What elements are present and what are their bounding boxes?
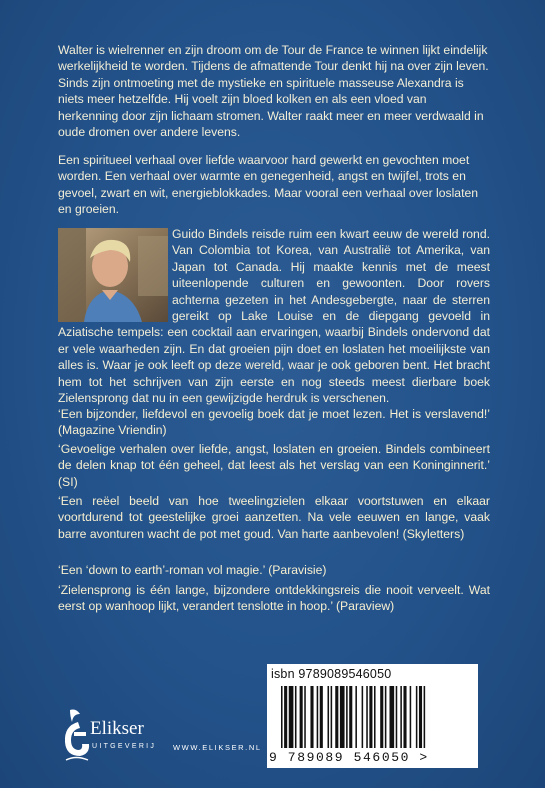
author-bio: Guido Bindels reisde ruim een kwart eeuw de wereld rond. Van Colombia tot Korea, van Australië tot Amerika, van Japan tot Canada. Hij maakte kennis met de meest uiteenlopende culturen en gewoonten. Door rovers achterna gezeten in het Andesgebergte, naar de sterren gereikt op Lake Louise en de diepgang gevoeld in Aziatische tempels: een cocktail aan ervaringen, waarbij Bindels ondervond dat er vele waarheden zijn. En dat groeien pijn doet en loslaten het moeilijkste van alles is. Waar je ook leeft op deze wereld, waar je ook geboren bent. Het bracht hem tot het schrijven van zijn eerste en nog steeds meest dierbare boek Zielensprong dat nu in een gewijzigde herdruk is verschenen. <box>58 227 490 406</box>
review-quote: ‘Zielensprong is één lange, bijzondere ontdekkingsreis die nooit verveelt. Wat eerst op wanhoop lijkt, verandert tenslotte in hoop.’ (Paraview) <box>58 583 490 614</box>
blurb-paragraph-1: Walter is wielrenner en zijn droom om de Tour de France te winnen lijkt eindelijk werkelijkheid te worden. Tijdens de afmattende Tour denkt hij na over zijn leven. Sinds zijn ontmoeting met de mystieke en spirituele masseuse Alexandra is niets meer hetzelfde. Hij voelt zijn bloed kolken en als een vloed van herkenning door zijn lichaam stromen. Walter raakt meer en meer verdwaald in oude dromen over andere levens. <box>58 43 489 140</box>
review-quote: ‘Een reëel beeld van hoe tweelingzielen elkaar voortstuwen en elkaar voortdurend tot geestelijke groei aanzetten. Na vele eeuwen en lange, vaak barre avonturen wacht de pot met goud. Van harte aanbevolen! (Skyletters) <box>58 494 490 541</box>
isbn-barcode <box>267 664 478 768</box>
review-quote: ‘Een ‘down to earth’-roman vol magie.’ (Paravisie) <box>58 563 327 577</box>
review-quote: ‘Gevoelige verhalen over liefde, angst, loslaten en groeien. Bindels combineert de delen knap tot één geheel, dat leest als het verslag van een Koninginnerit.’ (SI) <box>58 442 490 489</box>
isbn-label: isbn 9789089546050 <box>271 667 392 681</box>
blurb-paragraph-2: Een spiritueel verhaal over liefde waarvoor hard gewerkt en gevochten moet worden. Een verhaal over warmte en genegenheid, angst en twijfel, trots en gevoel, zwart en wit, energieblokkades. Maar vooral een verhaal over loslaten en groeien. <box>58 153 479 217</box>
publisher-logo <box>60 708 160 763</box>
barcode-digits: 9 789089 546050 > <box>269 750 429 765</box>
publisher-website: WWW.ELIKSER.NL <box>173 743 262 752</box>
review-quote: ‘Een bijzonder, liefdevol en gevoelig boek dat je moet lezen. Het is verslavend!’ (Magazine Vriendin) <box>58 407 490 438</box>
publisher-sub: UITGEVERIJ <box>92 743 157 750</box>
quill-icon <box>60 708 94 763</box>
publisher-name: Elikser <box>90 718 144 739</box>
